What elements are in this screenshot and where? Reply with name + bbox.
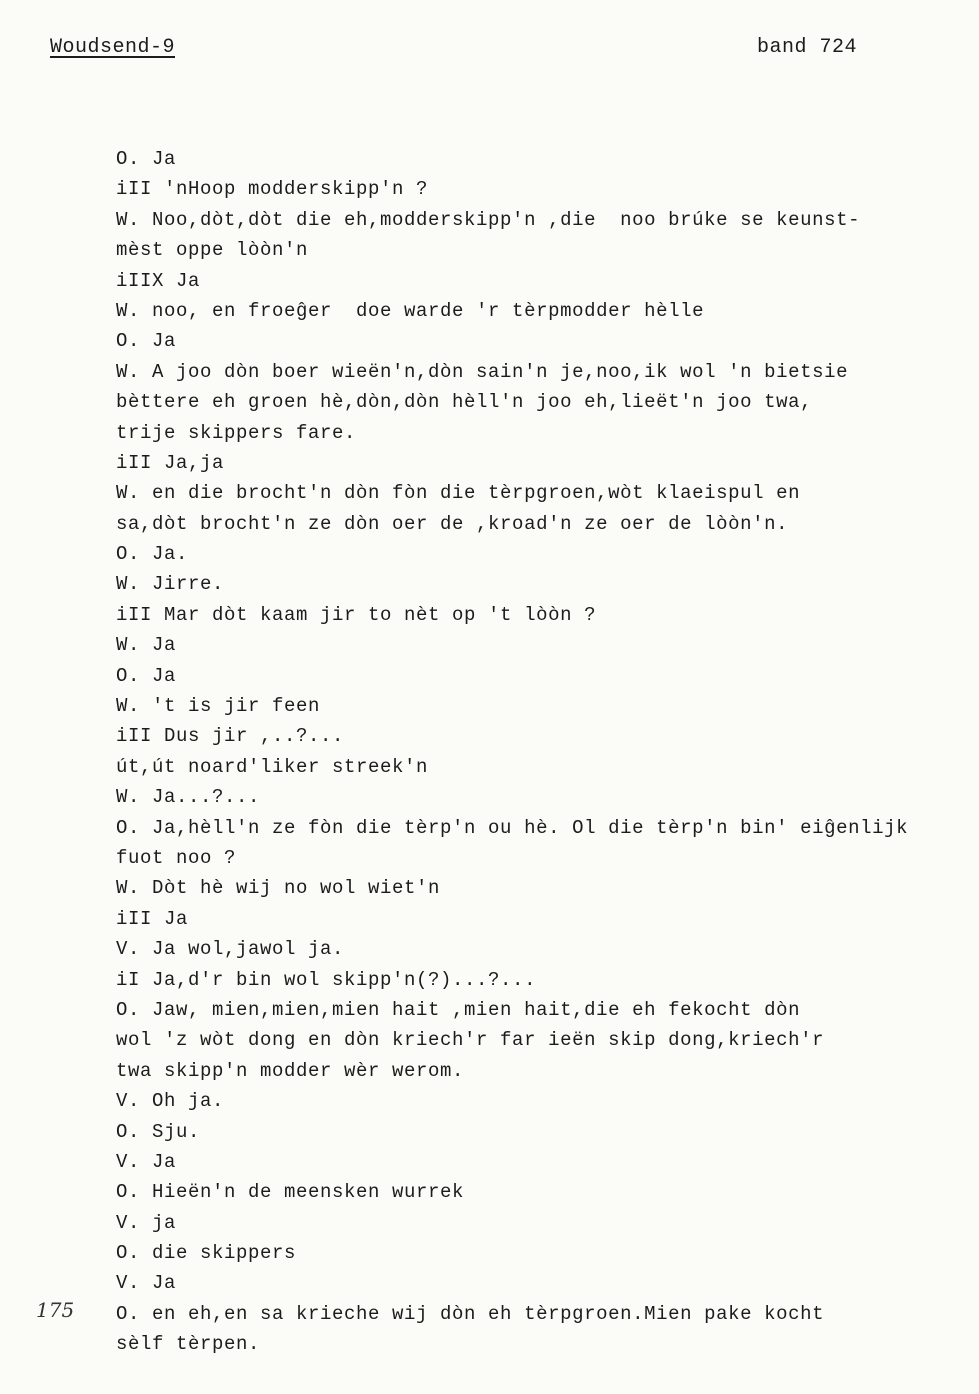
transcript-line: fuot noo ? xyxy=(116,846,237,869)
transcript-line: sèlf tèrpen. xyxy=(116,1333,261,1356)
transcript-line: trije skippers fare. xyxy=(116,421,357,444)
transcript-line: iI Ja,d'r bin wol skipp'n(?)...?... xyxy=(116,968,537,991)
transcript-line: O. Hieën'n de meensken wurrek xyxy=(116,1181,465,1204)
transcript-line: V. ja xyxy=(116,1211,177,1234)
transcript-line: O. die skippers xyxy=(116,1242,297,1265)
transcript-line: V. Oh ja. xyxy=(116,1090,225,1113)
transcript-line: iII Ja,ja xyxy=(116,451,225,474)
transcript-line: W. noo, en froeĝer doe warde 'r tèrpmodder hèlle xyxy=(116,299,705,322)
transcript-line: V. Ja xyxy=(116,1150,177,1173)
transcript-line: O. en eh,en sa krieche wij dòn eh tèrpgroen.Mien pake kocht xyxy=(116,1302,825,1325)
transcript-line: mèst oppe lòòn'n xyxy=(116,239,309,262)
handwritten-margin-number: 175 xyxy=(36,1298,75,1322)
transcript-line: O. Ja xyxy=(116,148,177,170)
transcript-line: W. 't is jir feen xyxy=(116,695,321,718)
transcript-line: V. Ja wol,jawol ja. xyxy=(116,938,345,961)
transcript-body xyxy=(116,144,946,1360)
transcript-line: sa,dòt brocht'n ze dòn oer de ,kroad'n ze oer de lòòn'n. xyxy=(116,512,789,535)
transcript-line: wol 'z wòt dong en dòn kriech'r far ieën skip dong,kriech'r xyxy=(116,1029,825,1052)
transcript-line: W. en die brocht'n dòn fòn die tèrpgroen,wòt klaeispul en xyxy=(116,482,801,505)
transcript-line: O. Sju. xyxy=(116,1120,201,1143)
transcript-line: iII Dus jir ,..?... xyxy=(116,725,345,748)
transcript-line: iII Mar dòt kaam jir to nèt op 't lòòn ? xyxy=(116,603,597,626)
transcript-line: V. Ja xyxy=(116,1272,177,1295)
transcript-line: O. Jaw, mien,mien,mien hait ,mien hait,die eh fekocht dòn xyxy=(116,998,801,1021)
tape-number: band 724 xyxy=(757,36,858,59)
transcript-line: W. A joo dòn boer wieën'n,dòn sain'n je,noo,ik wol 'n bietsie xyxy=(116,360,849,383)
transcript-line: W. Ja xyxy=(116,634,177,657)
transcript-line: W. Noo,dòt,dòt die eh,modderskipp'n ,die noo brúke se keunst- xyxy=(116,208,861,231)
transcript-line: bèttere eh groen hè,dòn,dòn hèll'n joo eh,lieët'n joo twa, xyxy=(116,391,813,414)
transcript-line: O. Ja. xyxy=(116,543,189,566)
transcript-line: iII Ja xyxy=(116,907,189,930)
transcript-line: út,út noard'liker streek'n xyxy=(116,755,429,778)
transcript-line: W. Ja...?... xyxy=(116,786,261,809)
document-location-heading: Woudsend-9 xyxy=(50,36,176,59)
transcript-line: W. Dòt hè wij no wol wiet'n xyxy=(116,877,441,900)
transcript-line: iII 'nHoop modderskipp'n ? xyxy=(116,178,429,201)
transcript-line: O. Ja,hèll'n ze fòn die tèrp'n ou hè. Ol die tèrp'n bin' eiĝenlijk xyxy=(116,816,909,839)
transcript-line: twa skipp'n modder wèr werom. xyxy=(116,1059,465,1082)
transcript-line: iIIX Ja xyxy=(116,269,201,292)
transcript-line: O. Ja xyxy=(116,664,177,687)
transcript-line: O. Ja xyxy=(116,330,177,353)
transcript-line: W. Jirre. xyxy=(116,573,225,596)
